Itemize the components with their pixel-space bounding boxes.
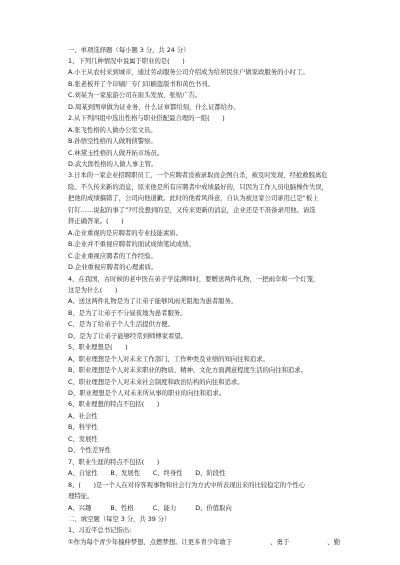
document-line: 7、职业生涯的特点不包括( ): [68, 457, 160, 466]
document-line: B.企业并不重视应聘者的面试成绩笔试成绩。: [68, 240, 195, 249]
document-line: C、职业理想是个人对未来社会制度和政治结构的向往和追求。: [68, 377, 244, 386]
document-line: A.小王从农村来到城市，通过劳动服务公司介绍成为给居民住户做家政服务的小时工。: [68, 68, 309, 77]
document-line: 险。不久传来新的消息，原来他是所有应聘者中成绩最好的，只因为工作人员电脑操作失误，: [68, 182, 328, 191]
document-line: B.孙悟空性格的人做刑侦警察。: [68, 137, 157, 146]
document-line: 5、职业理想是( ): [68, 343, 128, 352]
document-line: B、职业理想是个人对未来职业的物质、精神、文化方面满意程度生活的向往和追求。: [68, 366, 307, 375]
document-line: B、是为了让弟子不分昼夜地为患者服务。: [68, 308, 187, 317]
document-line: A.企业重视的是应聘者的专业技能素质。: [68, 228, 182, 237]
document-line: 钉钉……说起的事了”?可没想到的是，又传来更新的消息，企业还是不准备录用他。请选: [68, 205, 316, 214]
document-line: D.周某到图章做为证业务，什么证章都给刻，什么证都给办。: [68, 102, 240, 111]
document-line: C.刘某为一家旅游公司在街头发放，张贴广告。: [68, 91, 202, 100]
document-line: C.林黛玉性格的人做开拓市场员。: [68, 148, 164, 157]
document-line: ①作为每个青少年撞伸梦想、点燃梦想。让更多青少年敢于 、勇于 、勤: [68, 537, 340, 546]
document-line: 择正确答案。( ): [68, 217, 124, 226]
document-line: 二、填空题（每空 3 分，共 39 分）: [68, 514, 171, 523]
document-line: D、是为了让弟子能够经常到师傅家看望。: [68, 331, 188, 340]
document-line: 4、在我国，古时候的老中医在弟子学徒满师时，要赠送两件礼物，一把雨伞和一个灯笼，: [68, 274, 320, 283]
document-line: A、职业理想是个人对未来工作部门、工作种类及业绩的知向往和追求。: [68, 354, 269, 363]
document-line: D、职业理想是个人对未来所从事的职业的向往和追求。: [68, 389, 226, 397]
document-line: A、兴趣 B、性格 C、能力 D、价值取向: [68, 503, 232, 512]
document-line: C、是为了给弟子个人生活提供方便。: [68, 320, 174, 329]
document-line: B、科学性: [68, 423, 98, 432]
document-line: 理特征。: [68, 492, 94, 501]
document-line: A、送这两件礼物是为了让弟子能够风雨无阻地为患者服务。: [68, 297, 238, 306]
document-line: 6、职业理想的特点不包括( ): [68, 400, 160, 409]
document-line: C.企业重视应聘者的工作经验。: [68, 251, 157, 260]
document-line: A、社会性: [68, 411, 98, 420]
document-line: D、个性差异性: [68, 446, 111, 455]
document-line: 把他的成绩搞错了，公司向他道歉。此时的他看风得意，自认为被这家公司录用已是“板上: [68, 194, 319, 203]
document-line: 1、下列几种情况中说属于职业的是( ): [68, 56, 185, 65]
document-line: C、发展性: [68, 434, 98, 443]
document-line: 2.从下列四组中选出性格与职业搭配最合理的一组( ): [68, 114, 225, 123]
document-line: A、自觉性 B、发展性 C、终身性 D、阶段性: [68, 469, 226, 478]
document-line: 8、( )是一个人在对待客观事物和社会行为方式中所表现出来的比较稳定的个性心: [68, 480, 306, 489]
document-line: D.企业重视应聘者的心理素质。: [68, 263, 158, 272]
document-line: B.张老板开了个印刷厂专门印刷盗版书和黄色书刊。: [68, 79, 214, 88]
document-line: A.张飞性格的人做办公室文员。: [68, 125, 157, 134]
document-line: 这是为什么( ): [68, 285, 118, 294]
document-line: 一、单项选择题（每小题 3 分，共 24 分）: [68, 45, 190, 54]
document-line: 3.日本的一家企业招聘职员工，一个应聘者没被录取而企图自杀，被及时发现，经抢救脱离危: [68, 171, 328, 180]
document-line: D.武大郎性格的人做人事主管。: [68, 160, 158, 168]
document-line: 1、习近平总书记指出:: [68, 526, 132, 535]
